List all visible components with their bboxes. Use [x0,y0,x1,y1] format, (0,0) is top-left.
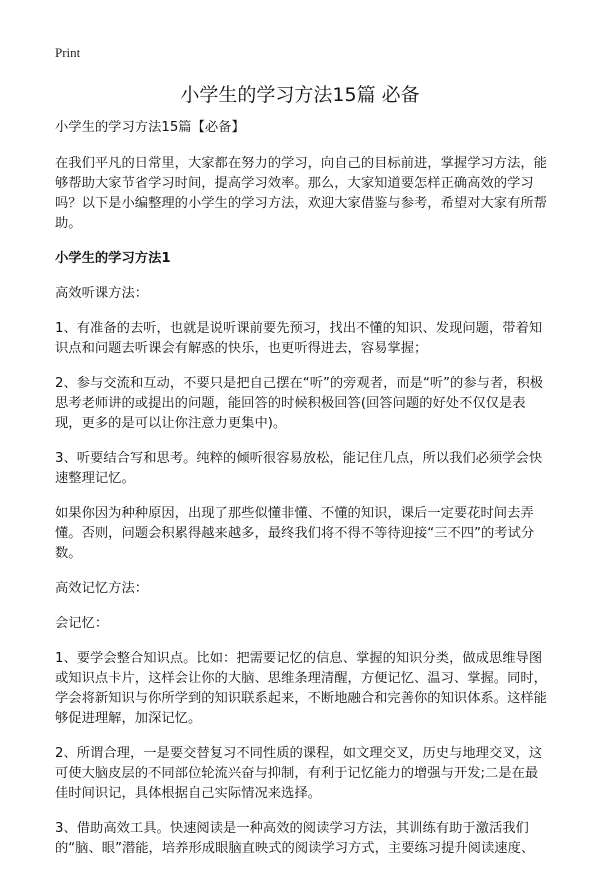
memory-subheading: 会记忆： [55,616,109,631]
listening-heading: 高效听课方法： [55,286,149,301]
intro-paragraph: 在我们平凡的日常里，大家都在努力的学习，向自己的目标前进，掌握学习方法，能够帮助大家节省学习时间，提高学习效率。那么，大家知道要怎样正确高效的学习吗？以下是小编整理的小学生的学习方法，欢迎大家借鉴与参考，希望对大家有所帮助。 [55,156,547,231]
section-heading: 小学生的学习方法1 [55,251,171,266]
listening-note: 如果你因为种种原因，出现了那些似懂非懂、不懂的知识，课后一定要花时间去弄懂。否则，问题会积累得越来越多，最终我们将不得不等待迎接“三不四”的考试分数。 [55,506,535,561]
listening-item-1: 1、有准备的去听，也就是说听课前要先预习，找出不懂的知识、发现问题，带着知识点和问题去听课会有解惑的快乐，也更听得进去，容易掌握； [55,321,543,356]
memory-item-2: 2、所谓合理，一是要交替复习不同性质的课程，如文理交叉，历史与地理交叉，这可使大脑皮层的不同部位轮流兴奋与抑制，有利于记忆能力的增强与开发;二是在最佳时间识记，具体根据自己实际情况来选择。 [55,746,543,801]
document-body [55,118,550,874]
memory-item-3: 3、借助高效工具。快速阅读是一种高效的阅读学习方法，其训练有助于激活我们的“脑、眼”潜能，培养形成眼脑直映式的阅读学习方式，主要练习提升阅读速度、 [55,821,535,856]
document-subtitle: 小学生的学习方法15篇【必备】 [55,120,245,135]
memory-heading: 高效记忆方法： [55,581,149,596]
listening-item-3: 3、听要结合写和思考。纯粹的倾听很容易放松，能记住几点，所以我们必须学会快速整理记忆。 [55,451,543,486]
memory-item-1: 1、要学会整合知识点。比如：把需要记忆的信息、掌握的知识分类，做成思维导图或知识点卡片，这样会让你的大脑、思维条理清醒，方便记忆、温习、掌握。同时，学会将新知识与你所学到的知识联系起来，不断地融合和完善你的知识体系。这样能够促进理解，加深记忆。 [55,651,547,726]
listening-item-2: 2、参与交流和互动，不要只是把自己摆在“听”的旁观者，而是“听”的参与者，积极思考老师讲的或提出的问题，能回答的时候积极回答(回答问题的好处不仅仅是表现，更多的是可以让你注意力更集中)。 [55,376,544,431]
document-title: 小学生的学习方法15篇 必备 [180,84,420,106]
print-link[interactable]: Print [55,45,81,60]
